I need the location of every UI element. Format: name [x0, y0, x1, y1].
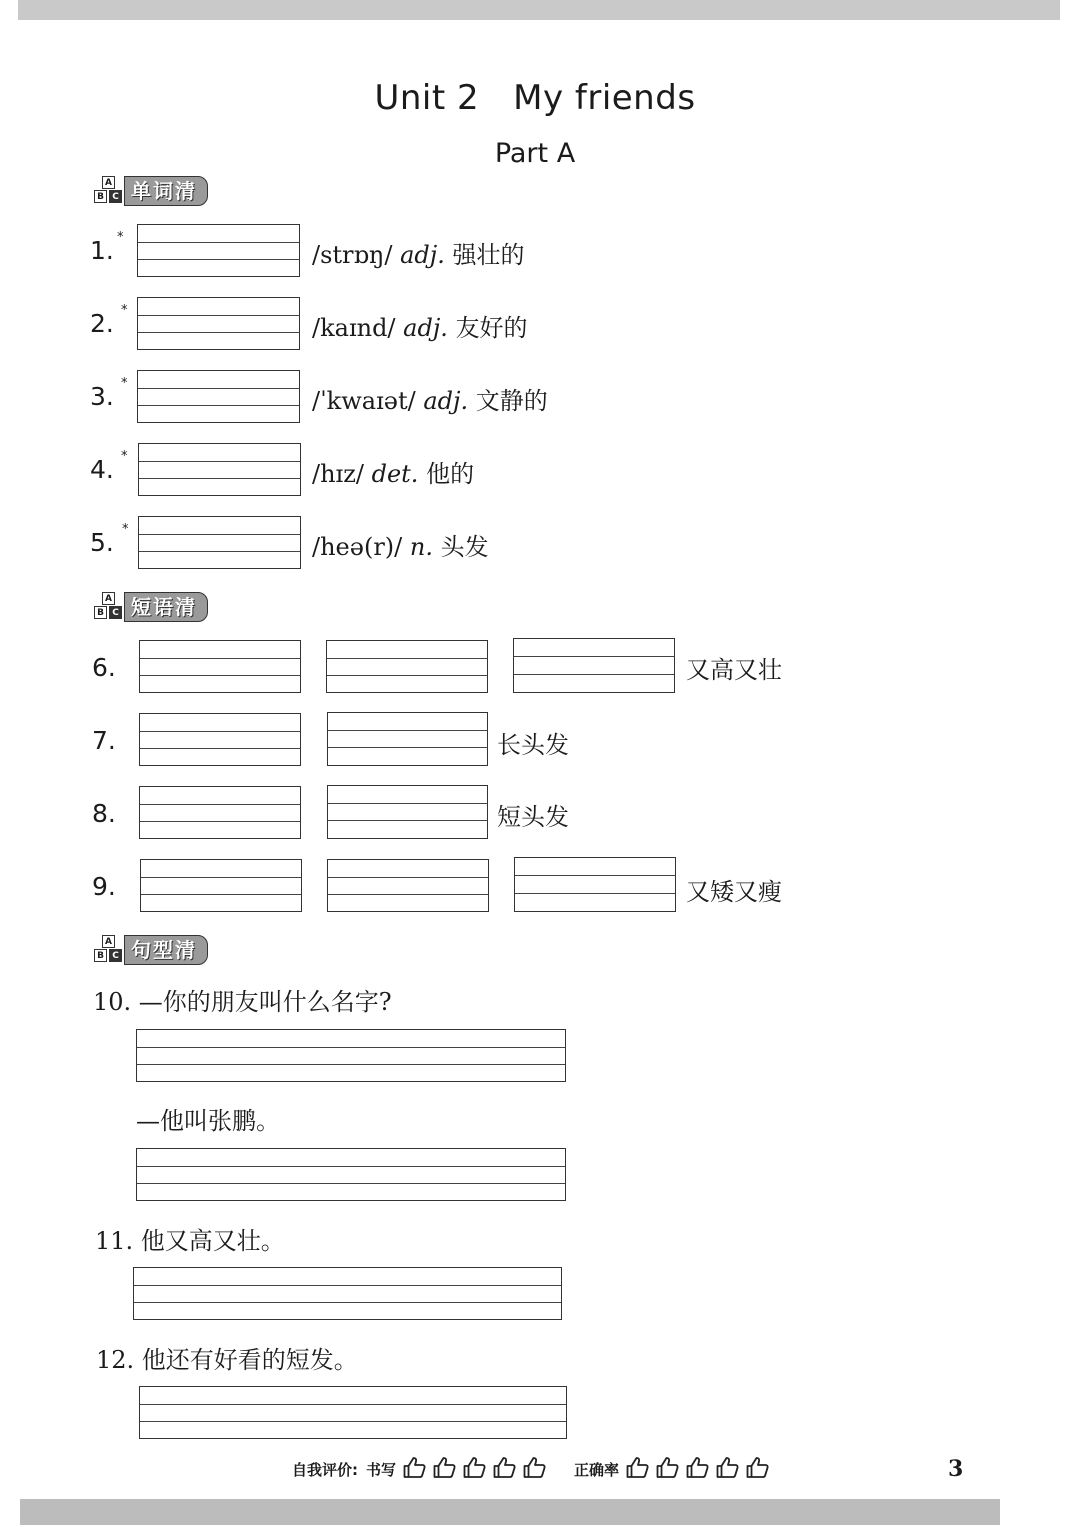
- answer-box[interactable]: [137, 370, 300, 423]
- abc-icon: A B C: [94, 592, 124, 622]
- answer-box[interactable]: [138, 443, 301, 496]
- word-entry: [312, 454, 474, 489]
- part-of-speech: adj.: [400, 241, 445, 269]
- top-scan-bar: [18, 0, 1060, 20]
- phonetic: /kaɪnd/: [312, 314, 396, 342]
- item-number: 9.: [92, 872, 116, 901]
- section-header-words: [94, 176, 208, 206]
- item-number: 3.: [90, 382, 114, 411]
- thumbs-up-icon[interactable]: [745, 1456, 770, 1478]
- question-12: 12. 他还有好看的短发。: [96, 1346, 358, 1374]
- evaluation-label: 自我评价:: [292, 1460, 358, 1479]
- thumbs-up-icon[interactable]: [685, 1456, 710, 1478]
- meaning: 文静的: [475, 387, 548, 415]
- thumbs-up-icon[interactable]: [625, 1456, 650, 1478]
- unit-name: My friends: [513, 78, 696, 118]
- self-evaluation: [292, 1456, 775, 1482]
- page-number: 3: [948, 1456, 964, 1482]
- thumbs-up-icon[interactable]: [492, 1456, 517, 1478]
- abc-icon: A B C: [94, 935, 124, 965]
- part-subtitle: Part A: [494, 138, 576, 169]
- item-number: 5.: [90, 528, 114, 557]
- accuracy-rating[interactable]: [625, 1456, 775, 1482]
- item-number: 8.: [92, 799, 116, 828]
- phonetic: /strɒŋ/: [312, 241, 393, 269]
- thumbs-up-icon[interactable]: [715, 1456, 740, 1478]
- question-10: 10. —你的朋友叫什么名字?: [93, 988, 392, 1016]
- answer-box[interactable]: [326, 640, 488, 693]
- word-entry: [312, 527, 489, 562]
- meaning: 强壮的: [452, 241, 525, 269]
- answer-box[interactable]: [139, 786, 301, 839]
- thumbs-up-icon[interactable]: [462, 1456, 487, 1478]
- answer-line-box[interactable]: [133, 1267, 562, 1320]
- phonetic: /ˈkwaɪət/: [312, 387, 416, 415]
- answer-box[interactable]: [139, 640, 301, 693]
- meaning: 长头发: [497, 731, 569, 759]
- item-number: 4.: [90, 455, 114, 484]
- phonetic: /hɪz/: [312, 460, 364, 488]
- meaning: 又高又壮: [686, 656, 782, 684]
- word-entry: [312, 308, 528, 343]
- answer-box[interactable]: [327, 785, 488, 839]
- answer-box[interactable]: [140, 859, 302, 912]
- answer-box[interactable]: [513, 638, 675, 693]
- writing-label: 书写: [366, 1460, 397, 1479]
- meaning: 头发: [440, 533, 489, 561]
- word-entry: [312, 381, 548, 416]
- star-mark: *: [121, 303, 128, 318]
- thumbs-up-icon[interactable]: [655, 1456, 680, 1478]
- item-number: 6.: [92, 653, 116, 682]
- meaning: 他的: [426, 460, 475, 488]
- word-entry: [312, 235, 524, 270]
- accuracy-label: 正确率: [574, 1460, 620, 1479]
- star-mark: *: [117, 230, 124, 245]
- section-label: 单词清: [124, 176, 208, 206]
- bottom-scan-bar: [20, 1499, 1000, 1525]
- answer-box[interactable]: [514, 857, 676, 912]
- part-of-speech: adj.: [403, 314, 448, 342]
- section-label: 短语清: [124, 592, 208, 622]
- page-title: [0, 78, 1070, 118]
- thumbs-up-icon[interactable]: [432, 1456, 457, 1478]
- answer-line-box[interactable]: [136, 1029, 566, 1082]
- part-of-speech: n.: [409, 533, 433, 561]
- section-header-sentences: [94, 935, 208, 965]
- part-of-speech: det.: [371, 460, 419, 488]
- thumbs-up-icon[interactable]: [402, 1456, 427, 1478]
- meaning: 短头发: [497, 803, 569, 831]
- meaning: 又矮又瘦: [686, 878, 782, 906]
- thumbs-up-icon[interactable]: [522, 1456, 547, 1478]
- star-mark: *: [122, 522, 129, 537]
- section-label: 句型清: [124, 935, 208, 965]
- item-number: 1.: [90, 236, 114, 265]
- answer-box[interactable]: [327, 712, 488, 766]
- answer-line-box[interactable]: [139, 1386, 567, 1439]
- section-header-phrases: [94, 592, 208, 622]
- meaning: 友好的: [455, 314, 528, 342]
- item-number: 2.: [90, 309, 114, 338]
- star-mark: *: [121, 376, 128, 391]
- question-10-answer: —他叫张鹏。: [136, 1107, 280, 1135]
- part-of-speech: adj.: [423, 387, 469, 415]
- answer-box[interactable]: [137, 297, 300, 350]
- answer-line-box[interactable]: [136, 1148, 566, 1201]
- star-mark: *: [121, 449, 128, 464]
- answer-box[interactable]: [138, 516, 301, 569]
- item-number: 7.: [92, 726, 116, 755]
- question-11: 11. 他又高又壮。: [95, 1227, 285, 1255]
- answer-box[interactable]: [327, 859, 489, 912]
- unit-label: Unit 2: [374, 78, 480, 118]
- answer-box[interactable]: [137, 224, 300, 277]
- answer-box[interactable]: [139, 713, 301, 766]
- writing-rating[interactable]: [402, 1456, 552, 1482]
- abc-icon: A B C: [94, 176, 124, 206]
- phonetic: /heə(r)/: [312, 533, 403, 561]
